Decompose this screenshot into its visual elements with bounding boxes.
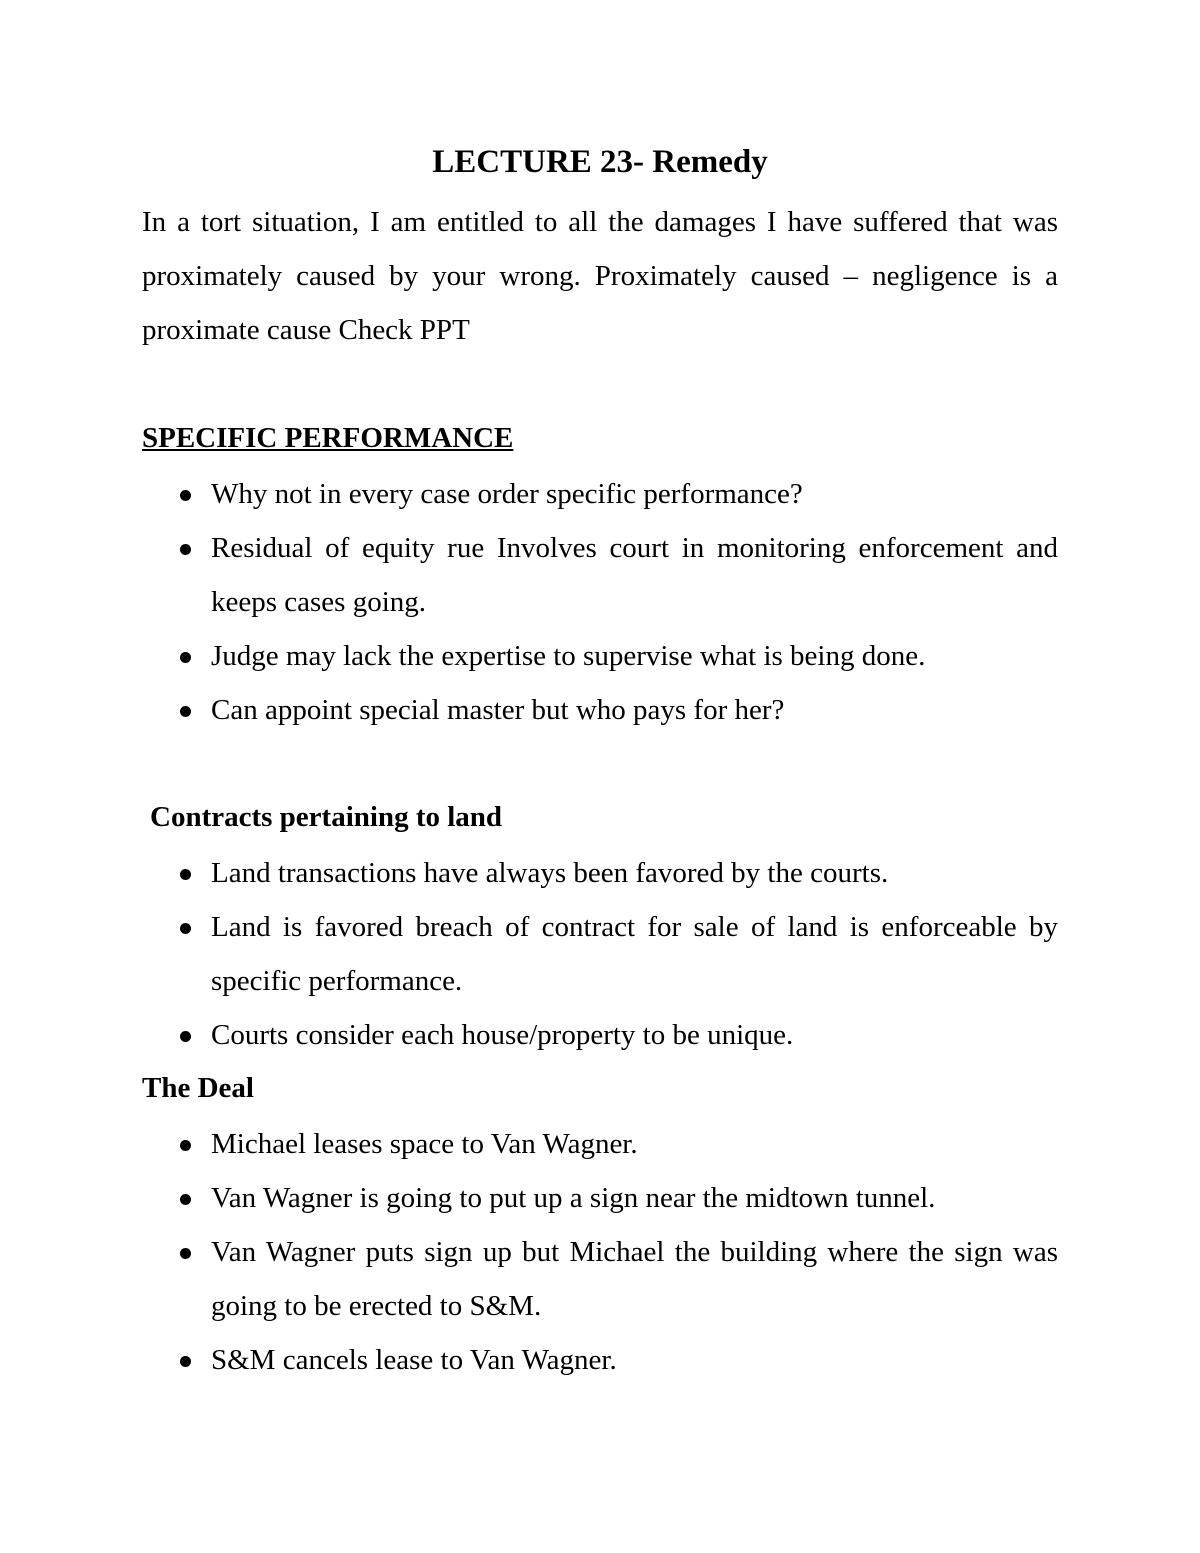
- list-item-text: Michael leases space to Van Wagner.: [211, 1128, 638, 1160]
- bullet-icon: [180, 923, 191, 934]
- list-item: [142, 629, 1058, 683]
- list-item-text: Can appoint special master but who pays for her?: [211, 694, 785, 726]
- list-item: [142, 1333, 1058, 1387]
- bullet-icon: [180, 706, 191, 717]
- intro-paragraph: In a tort situation, I am entitled to all the damages I have suffered that was proximately caused by your wrong. Proximately caused – negligence is a proximate cause Check PPT: [142, 206, 1058, 346]
- list-item: [142, 1117, 1058, 1171]
- list-item-text: Courts consider each house/property to be unique.: [211, 1019, 794, 1051]
- list-item-text: Land transactions have always been favored by the courts.: [211, 857, 889, 889]
- bullet-icon: [180, 1140, 191, 1151]
- list-item: [142, 521, 1058, 629]
- list-item: [142, 1008, 1058, 1062]
- bullet-list-the-deal: [142, 1117, 1058, 1387]
- bullet-icon: [180, 652, 191, 663]
- list-item: [142, 1171, 1058, 1225]
- bullet-list-specific-performance: [142, 467, 1058, 737]
- section-heading-the-deal: The Deal: [142, 1072, 254, 1104]
- bullet-icon: [180, 1031, 191, 1042]
- list-item: [142, 846, 1058, 900]
- bullet-icon: [180, 1248, 191, 1259]
- list-item: [142, 683, 1058, 737]
- bullet-icon: [180, 544, 191, 555]
- section-heading-specific-performance: SPECIFIC PERFORMANCE: [142, 422, 514, 454]
- bullet-icon: [180, 490, 191, 501]
- list-item-text: Land is favored breach of contract for sale of land is enforceable by specific performance.: [211, 911, 1058, 997]
- lecture-title: LECTURE 23- Remedy: [432, 144, 768, 180]
- list-item-text: S&M cancels lease to Van Wagner.: [211, 1344, 617, 1376]
- bullet-icon: [180, 1356, 191, 1367]
- list-item-text: Van Wagner puts sign up but Michael the building where the sign was going to be erected to S&M.: [211, 1236, 1058, 1322]
- section-heading-contracts-land: Contracts pertaining to land: [150, 801, 503, 833]
- list-item-text: Judge may lack the expertise to supervise what is being done.: [211, 640, 926, 672]
- list-item: [142, 1225, 1058, 1333]
- list-item-text: Van Wagner is going to put up a sign near the midtown tunnel.: [211, 1182, 936, 1214]
- list-item: [142, 900, 1058, 1008]
- bullet-icon: [180, 869, 191, 880]
- bullet-list-contracts-land: [142, 846, 1058, 1062]
- list-item: [142, 467, 1058, 521]
- list-item-text: Residual of equity rue Involves court in monitoring enforcement and keeps cases going.: [211, 532, 1058, 618]
- list-item-text: Why not in every case order specific performance?: [211, 478, 803, 510]
- bullet-icon: [180, 1194, 191, 1205]
